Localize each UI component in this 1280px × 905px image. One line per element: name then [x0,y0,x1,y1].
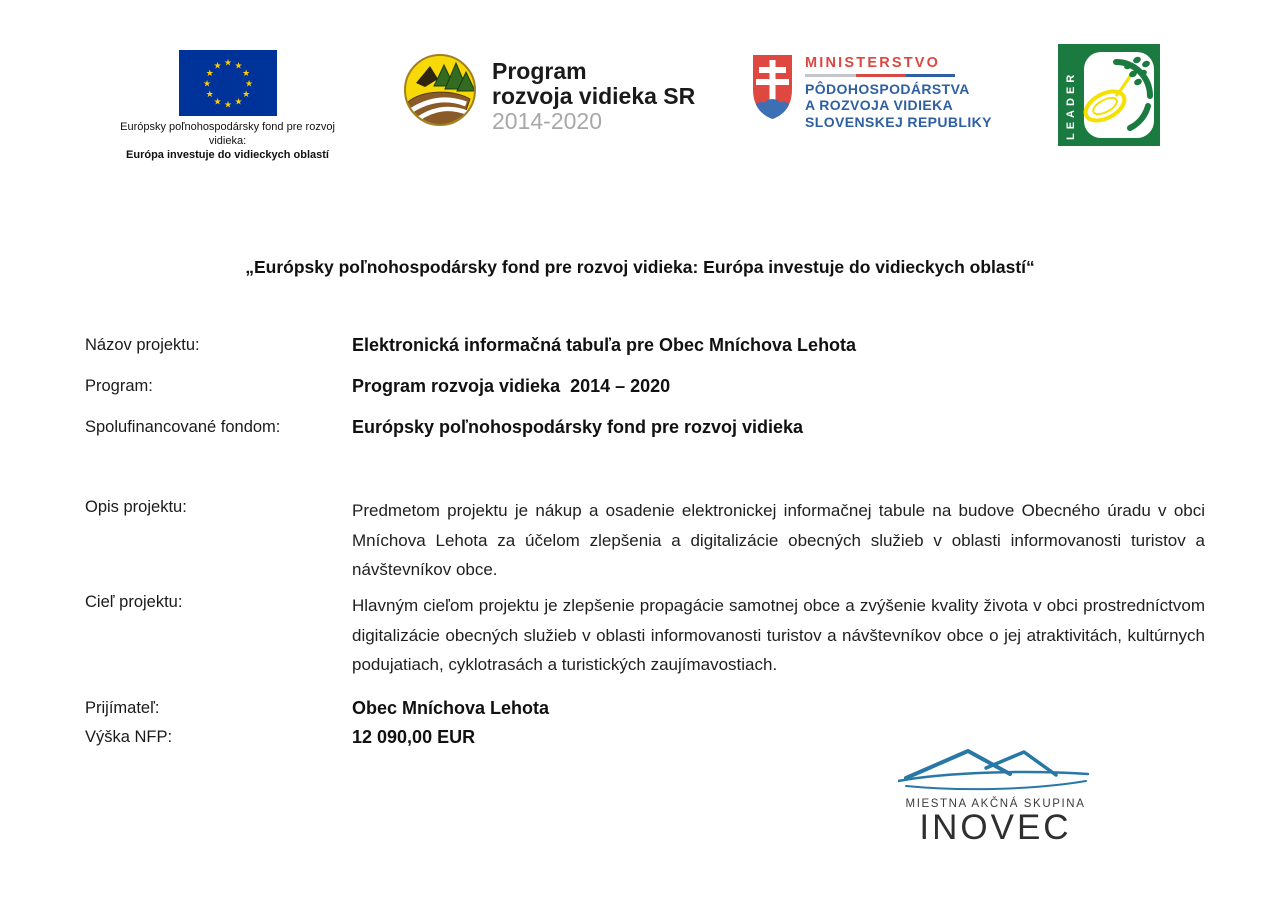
row-label: Názov projektu: [85,336,200,354]
row-value: 12 090,00 EUR [352,727,476,747]
inovec-wordmark: INOVEC [919,808,1072,847]
svg-text:★: ★ [241,69,250,79]
prv-logo [402,52,695,134]
row-value: Európsky poľnohospodársky fond pre rozvoj vidieka [352,417,804,437]
svg-text:★: ★ [233,61,243,72]
row-project-name [85,334,1205,356]
row-label: Spolufinancované fondom: [85,418,281,436]
slovak-coat-of-arms-icon [750,53,795,121]
eu-caption-line2: Európa investuje do vidieckych oblastí [126,149,329,161]
prv-title-line1: Program [492,58,587,84]
svg-text:★: ★ [223,58,232,69]
prv-emblem-icon [402,52,478,128]
row-value: Elektronická informačná tabuľa pre Obec Mníchova Lehota [352,335,857,355]
row-label: Výška NFP: [85,728,173,746]
document-title: „Európsky poľnohospodársky fond pre rozvoj vidieka: Európa investuje do vidieckych oblastí“ [245,257,1035,277]
svg-text:★: ★ [241,90,250,100]
row-beneficiary [85,697,1205,719]
eu-flag-logo [100,48,355,162]
ministry-tricolor-rule [805,74,955,77]
row-label: Opis projektu: [85,498,187,516]
row-cofinanced-fund [85,416,1205,438]
inovec-mountains-icon [898,740,1093,792]
row-label: Cieľ projektu: [85,593,183,611]
ministry-logo [750,53,992,130]
row-project-goal [85,591,1205,680]
ministry-line4: SLOVENSKEJ REPUBLIKY [805,113,992,130]
row-value: Obec Mníchova Lehota [352,698,550,718]
row-label: Program: [85,377,153,395]
ministry-line2: PÔDOHOSPODÁRSTVA [805,80,970,97]
svg-text:★: ★ [233,97,243,108]
prv-title-line2: rozvoja vidieka SR [492,83,696,109]
ministry-line3: A ROZVOJA VIDIEKA [805,97,954,113]
row-program [85,375,1205,397]
inovec-caption: MIESTNA AKČNÁ SKUPINA [905,798,1086,810]
svg-text:★: ★ [223,100,232,111]
svg-text:★: ★ [212,61,222,72]
row-paragraph: Predmetom projektu je nákup a osadenie elektronickej informačnej tabule na budove Obecného úradu v obci Mníchova Lehota za účelom zlepšenia a digitalizácie obecných služieb v oblasti informovanosti turistov a návštevníkov obce. [352,501,1205,579]
row-value: Program rozvoja vidieka 2014 – 2020 [352,376,671,396]
svg-text:★: ★ [202,79,211,90]
ministry-name: MINISTERSTVO [805,55,941,71]
row-label: Prijímateľ: [85,699,160,717]
svg-text:★: ★ [205,90,214,100]
eu-caption-line1: Európsky poľnohospodársky fond pre rozvoj vidieka: [120,121,335,147]
svg-text:★: ★ [244,79,253,90]
svg-text:★: ★ [205,69,214,79]
row-paragraph: Hlavným cieľom projektu je zlepšenie propagácie samotnej obce a zvýšenie kvality života v obci prostredníctvom digitalizácie obecných služieb v oblasti informovanosti turistov a návštevníkov obce o jej atraktivitách, kultúrnych podujatiach, cyklotrasách a turistických zaujímavostiach. [352,596,1205,674]
leader-wordmark: LEADER [1065,70,1077,140]
leader-logo [1058,44,1160,146]
row-project-description [85,496,1205,585]
svg-text:★: ★ [212,97,222,108]
prv-period: 2014-2020 [492,108,602,134]
eu-flag-icon [179,50,277,116]
inovec-logo [898,740,1093,845]
